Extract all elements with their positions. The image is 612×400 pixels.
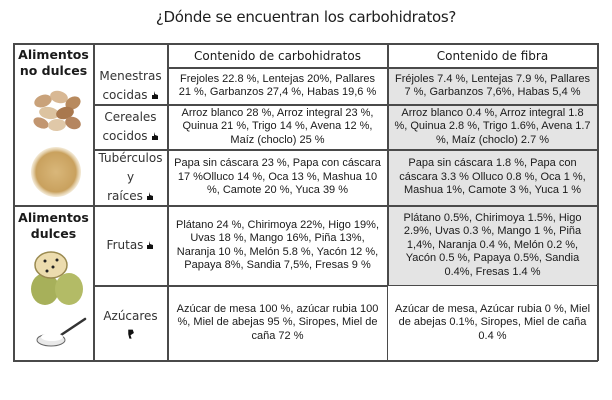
category-tuberculos: Tubérculos y raíces [98,151,163,203]
carbs-menestras: Frejoles 22.8 %, Lentejas 20%, Pallares 21 %, Garbanzos 27,4 %, Habas 19,6 % [178,72,377,98]
carbohydrate-table [13,43,598,361]
hand-pointer-icon [146,192,154,201]
grid-line [597,43,599,361]
group-label: Alimentos [18,47,89,62]
beans-image [29,87,83,133]
group-label: dulces [30,226,77,241]
hand-pointer-icon [151,91,159,100]
carbs-cereales: Arroz blanco 28 %, Arroz integral 23 %, Quinua 21 %, Trigo 14 %, Avena 12 %, Maíz (choclo) 25 % [181,106,374,146]
fiber-cereales: Arroz blanco 0.4 %, Arroz integral 1.8 %, Quinua 2.8 %, Trigo 1.6%, Avena 1.7 %, Maíz (choclo) 2.7 % [394,106,591,146]
category-cereales: Cereales cocidos [102,110,157,143]
category-menestras: Menestras cocidas [99,69,162,102]
grain-image [29,145,83,199]
fiber-menestras: Fréjoles 7.4 %, Lentejas 7.9 %, Pallares 7 %, Garbanzos 7,6%, Habas 5,4 % [394,72,591,98]
grid-line [13,360,598,362]
fiber-azucares: Azúcar de mesa, Azúcar rubia 0 %, Miel de abejas 0.1%, Siropes, Miel de caña 0.4 % [388,286,597,360]
group-label: Alimentos [18,210,89,225]
page-title: ¿Dónde se encuentran los carbohidratos? [155,8,457,26]
fruit-image [25,249,87,305]
carbs-frutas: Plátano 24 %, Chirimoya 22%, Higo 19%, Uvas 18 %, Mango 16%, Piña 13%, Naranja 10 %, Melón 5.8 %, Yacón 12 %, Papaya 8%, Sandia 7,5%, Fresas 9 % [176,218,379,271]
carbs-azucares: Azúcar de mesa 100 %, azúcar rubia 100 %, Miel de abejas 95 %, Siropes, Miel de caña 72 % [176,302,379,342]
hand-pointer-icon [151,132,159,141]
hand-pointer-icon [146,241,154,250]
category-azucares: Azúcares [94,286,167,360]
sugar-spoon-image [35,315,87,349]
fiber-frutas: Plátano 0.5%, Chirimoya 1.5%, Higo 2.9%, Uvas 0.3 %, Mango 1 %, Piña 1,4%, Naranja 0.4 %, Melón 0.2 %, Yacón 0.5 %, Papaya 0.5%, Sandia 0.4%, Fresas 1.4 % [403,211,582,278]
carbs-tuberculos: Papa sin cáscara 23 %, Papa con cáscara 17 %Olluco 14 %, Oca 13 %, Mashua 10 %, Camote 20 %, Yuca 39 % [174,157,381,197]
group-label: no dulces [19,63,88,78]
hand-pointer-icon [126,328,135,339]
category-frutas: Frutas [94,206,167,285]
fiber-tuberculos: Papa sin cáscara 1.8 %, Papa con cáscara 3.3 % Olluco 0.8 %, Oca 1 %, Mashua 1%, Camote 3 %, Yuca 1 % [399,157,586,197]
header-carbs: Contenido de carbohidratos [194,48,361,63]
header-fiber: Contenido de fibra [436,48,549,63]
